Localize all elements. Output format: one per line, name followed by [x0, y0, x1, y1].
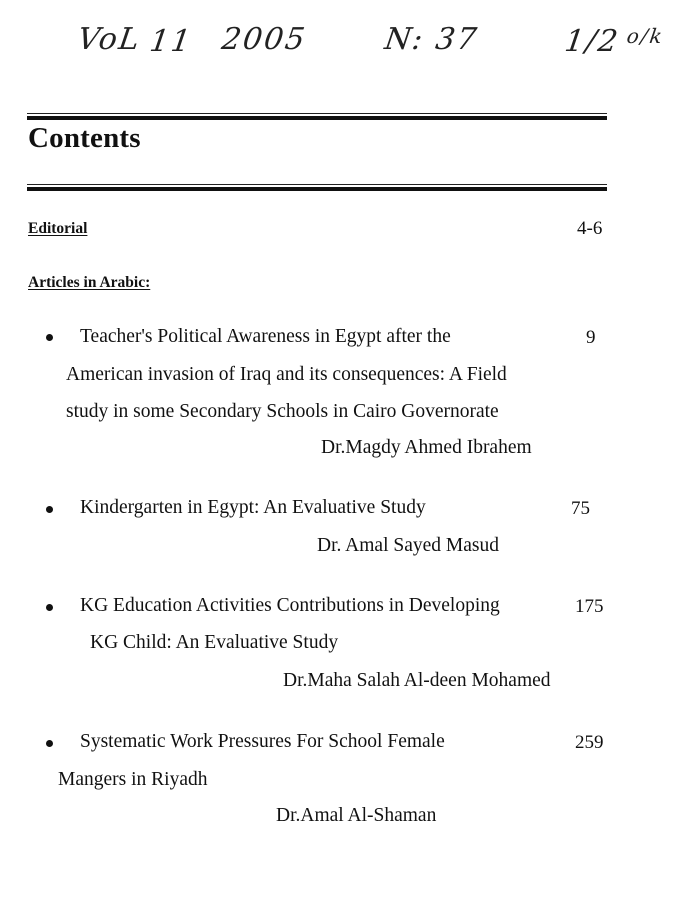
article-page: 259 — [575, 732, 604, 753]
title-rule-thin — [27, 184, 607, 185]
bullet-icon — [46, 604, 53, 611]
handwritten-ok-mark: o/k — [625, 24, 666, 48]
top-rule-thick — [27, 116, 607, 120]
article-author: Dr.Magdy Ahmed Ibrahem — [321, 437, 532, 458]
handwritten-volume-number: 11 — [147, 24, 195, 59]
contents-title: Contents — [28, 122, 141, 154]
bullet-icon — [46, 506, 53, 513]
handwritten-year: 2005 — [219, 22, 309, 57]
bullet-icon — [46, 740, 53, 747]
article-author: Dr. Amal Sayed Masud — [317, 535, 499, 556]
articles-in-arabic-label: Articles in Arabic: — [28, 274, 151, 291]
article-page: 175 — [575, 596, 604, 617]
article-title-line: Systematic Work Pressures For School Female — [80, 731, 445, 752]
top-rule-thin — [27, 113, 607, 114]
article-author: Dr.Maha Salah Al-deen Mohamed — [283, 670, 551, 691]
article-title-line: Kindergarten in Egypt: An Evaluative Study — [80, 497, 426, 518]
article-title-line: Teacher's Political Awareness in Egypt after the — [80, 326, 451, 347]
article-title-line: KG Child: An Evaluative Study — [90, 632, 339, 653]
article-page: 9 — [586, 327, 596, 348]
editorial-label: Editorial — [28, 220, 88, 237]
handwritten-fraction: 1/2 — [562, 24, 622, 59]
article-title-line: American invasion of Iraq and its consequences: A Field — [66, 364, 507, 385]
article-author: Dr.Amal Al-Shaman — [276, 805, 437, 826]
handwritten-issue: N: 37 — [382, 22, 481, 57]
title-rule-thick — [27, 187, 607, 191]
editorial-pages: 4-6 — [577, 218, 603, 239]
article-title-line: study in some Secondary Schools in Cairo Governorate — [66, 401, 499, 422]
article-title-line: KG Education Activities Contributions in Developing — [80, 595, 500, 616]
bullet-icon — [46, 334, 53, 341]
article-title-line: Mangers in Riyadh — [58, 769, 208, 790]
article-page: 75 — [571, 498, 590, 519]
handwritten-volume: VoL — [75, 22, 144, 57]
